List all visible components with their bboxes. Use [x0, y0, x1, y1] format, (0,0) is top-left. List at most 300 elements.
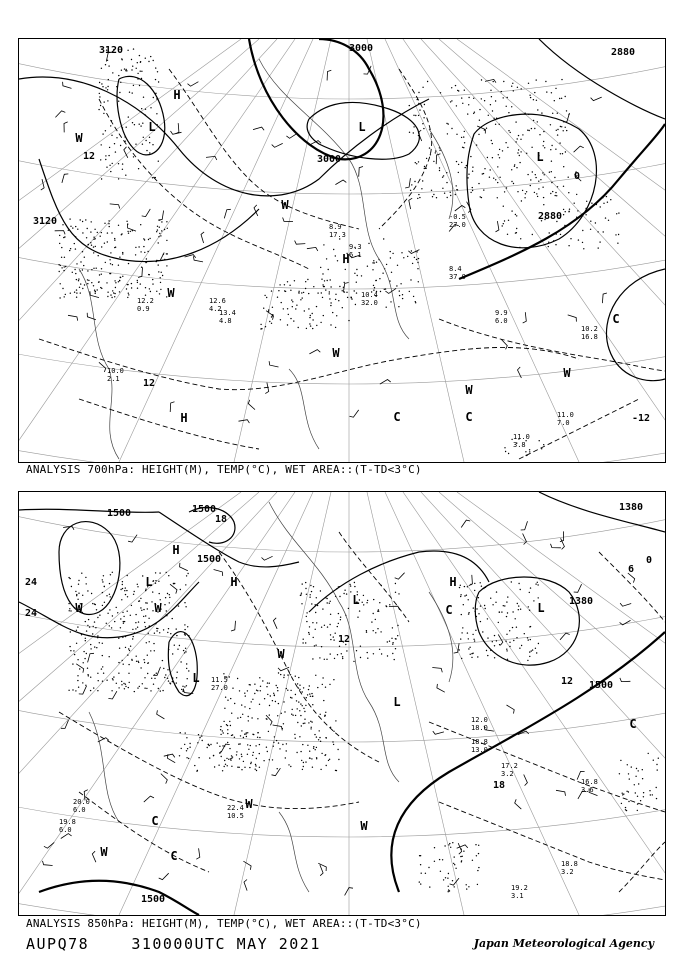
wet-area-dot	[463, 604, 464, 605]
wet-area-dot	[159, 227, 160, 228]
station-temperature: 18.8	[561, 860, 578, 868]
wet-area-dot	[508, 112, 509, 113]
wet-area-dot	[87, 283, 88, 284]
wet-area-dot	[93, 687, 94, 688]
temperature-isotherm	[439, 802, 665, 880]
wet-area-dot	[530, 587, 531, 588]
wet-area-dot	[78, 593, 79, 594]
wet-area-dot	[70, 631, 71, 632]
wet-area-dot	[86, 237, 87, 238]
wet-area-dot	[152, 279, 153, 280]
wet-area-dot	[460, 856, 461, 857]
wet-area-dot	[421, 873, 422, 874]
wet-area-dot	[418, 194, 419, 195]
wet-area-dot	[517, 152, 518, 153]
wet-area-dot	[85, 577, 86, 578]
wet-area-dot	[321, 279, 322, 280]
wet-area-dot	[557, 113, 558, 114]
wet-area-dot	[68, 690, 69, 691]
wet-area-dot	[468, 638, 469, 639]
wet-area-dot	[507, 97, 508, 98]
wet-area-dot	[400, 283, 401, 284]
wet-area-dot	[518, 583, 519, 584]
wet-area-dot	[290, 674, 291, 675]
wet-area-dot	[91, 221, 92, 222]
wet-area-dot	[64, 266, 65, 267]
wet-area-dot	[335, 255, 336, 256]
wet-area-dot	[313, 586, 314, 587]
wet-area-dot	[59, 271, 60, 272]
wet-area-dot	[101, 232, 102, 233]
wet-area-dot	[266, 297, 267, 298]
wet-area-dot	[72, 663, 73, 664]
wet-area-dot	[316, 597, 317, 598]
wet-area-dot	[69, 610, 70, 611]
wet-area-dot	[87, 674, 88, 675]
wet-area-dot	[104, 101, 105, 102]
station-dewpoint-depression: 6.1	[349, 251, 362, 259]
wet-area-dot	[382, 273, 383, 274]
wet-area-dot	[506, 187, 507, 188]
wind-barb	[272, 768, 281, 776]
wet-area-dot	[470, 192, 471, 193]
wet-area-dot	[482, 173, 483, 174]
wet-area-dot	[310, 594, 311, 595]
pressure-center: C	[612, 312, 620, 326]
wet-area-dot	[366, 630, 367, 631]
wet-area-dot	[626, 791, 627, 792]
wet-area-dot	[180, 732, 181, 733]
wet-area-dot	[307, 694, 308, 695]
wet-area-dot	[136, 68, 137, 69]
wind-barb	[262, 556, 273, 560]
wet-area-dot	[330, 305, 331, 306]
wet-area-dot	[607, 202, 608, 203]
wet-area-dot	[143, 659, 144, 660]
wet-area-dot	[185, 606, 186, 607]
wet-area-dot	[436, 197, 437, 198]
wet-area-dot	[491, 96, 492, 97]
wet-area-dot	[106, 623, 107, 624]
wet-area-dot	[283, 677, 284, 678]
contour-label: 24	[24, 608, 38, 619]
wet-area-dot	[389, 641, 390, 642]
wet-area-dot	[155, 67, 156, 68]
wet-area-dot	[625, 807, 626, 808]
wet-area-dot	[300, 703, 301, 704]
wet-area-dot	[312, 704, 313, 705]
wet-area-dot	[367, 600, 368, 601]
wet-area-dot	[425, 873, 426, 874]
wet-area-dot	[398, 593, 399, 594]
wet-area-dot	[338, 300, 339, 301]
wet-area-dot	[76, 279, 77, 280]
wet-area-dot	[152, 144, 153, 145]
pressure-center: H	[172, 543, 180, 557]
wet-area-dot	[223, 732, 224, 733]
wet-area-dot	[144, 662, 145, 663]
wet-area-dot	[143, 609, 144, 610]
contour-label: 12	[560, 676, 574, 687]
wet-area-dot	[312, 658, 313, 659]
wet-area-dot	[335, 294, 336, 295]
wet-area-dot	[529, 451, 530, 452]
wet-area-dot	[378, 609, 379, 610]
wet-area-dot	[424, 168, 425, 169]
wet-area-dot	[122, 163, 123, 164]
contour-label: 12	[337, 634, 351, 645]
wind-barb	[144, 796, 154, 802]
wet-area-dot	[227, 700, 228, 701]
wet-area-dot	[100, 287, 101, 288]
wet-area-dot	[120, 277, 121, 278]
wet-area-dot	[486, 650, 487, 651]
wet-area-dot	[112, 264, 113, 265]
wet-area-dot	[87, 590, 88, 591]
wet-area-dot	[506, 616, 507, 617]
wet-area-dot	[121, 233, 122, 234]
wet-area-dot	[528, 639, 529, 640]
wet-area-dot	[326, 659, 327, 660]
wet-area-dot	[129, 682, 130, 683]
wet-area-dot	[563, 214, 564, 215]
wet-area-dot	[496, 640, 497, 641]
wind-barb	[521, 521, 528, 530]
wet-area-dot	[324, 286, 325, 287]
wet-area-dot	[268, 309, 269, 310]
wet-area-dot	[442, 177, 443, 178]
wet-area-dot	[461, 658, 462, 659]
height-contour	[59, 522, 120, 615]
wet-area-dot	[106, 282, 107, 283]
wind-barb	[359, 167, 363, 177]
wet-area-dot	[299, 710, 300, 711]
pressure-center: C	[170, 849, 178, 863]
wet-area-dot	[530, 179, 531, 180]
wet-area-dot	[118, 673, 119, 674]
wet-area-dot	[576, 194, 577, 195]
wet-area-dot	[471, 653, 472, 654]
wet-area-dot	[643, 792, 644, 793]
wet-area-dot	[521, 200, 522, 201]
wet-area-dot	[533, 120, 534, 121]
wet-area-dot	[87, 668, 88, 669]
wind-barb	[87, 313, 96, 320]
wet-area-dot	[542, 187, 543, 188]
wet-area-dot	[183, 650, 184, 651]
wet-area-dot	[145, 287, 146, 288]
wet-area-dot	[158, 271, 159, 272]
wet-area-dot	[109, 273, 110, 274]
wet-area-dot	[166, 610, 167, 611]
wind-barb	[110, 204, 120, 209]
station-temperature: 9.9	[495, 309, 508, 317]
wet-area-dot	[125, 594, 126, 595]
wet-area-dot	[133, 156, 134, 157]
wet-area-dot	[184, 624, 185, 625]
wet-area-dot	[181, 689, 182, 690]
wet-area-dot	[336, 770, 337, 771]
wet-area-dot	[252, 755, 253, 756]
wet-area-dot	[360, 657, 361, 658]
wet-area-dot	[332, 741, 333, 742]
wet-area-dot	[503, 206, 504, 207]
wet-area-dot	[517, 87, 518, 88]
wet-area-dot	[76, 292, 77, 293]
wet-area-dot	[255, 745, 256, 746]
wet-area-dot	[471, 657, 472, 658]
wet-area-dot	[97, 673, 98, 674]
wet-area-dot	[148, 239, 149, 240]
wet-area-dot	[435, 152, 436, 153]
coastline	[79, 59, 453, 459]
wet-area-dot	[145, 590, 146, 591]
pressure-center: W	[360, 819, 368, 833]
wet-area-dot	[423, 117, 424, 118]
wet-area-dot	[324, 755, 325, 756]
wet-area-dot	[301, 760, 302, 761]
wet-area-dot	[145, 140, 146, 141]
wet-area-dot	[479, 120, 480, 121]
wet-area-dot	[259, 753, 260, 754]
wet-area-dot	[638, 770, 639, 771]
wet-area-dot	[338, 623, 339, 624]
wet-area-dot	[487, 157, 488, 158]
wet-area-dot	[157, 226, 158, 227]
wind-barb	[201, 232, 204, 243]
wet-area-dot	[97, 635, 98, 636]
wet-area-dot	[455, 868, 456, 869]
wet-area-dot	[149, 288, 150, 289]
wet-area-dot	[59, 243, 60, 244]
wet-area-dot	[557, 186, 558, 187]
wet-area-dot	[142, 575, 143, 576]
wet-area-dot	[472, 190, 473, 191]
wet-area-dot	[379, 649, 380, 650]
wind-barb	[551, 544, 561, 548]
wet-area-dot	[118, 225, 119, 226]
wet-area-dot	[127, 284, 128, 285]
wet-area-dot	[435, 150, 436, 151]
wet-area-dot	[159, 293, 160, 294]
wet-area-dot	[296, 700, 297, 701]
wet-area-dot	[188, 670, 189, 671]
wet-area-dot	[448, 886, 449, 887]
wet-area-dot	[297, 708, 298, 709]
map-700hpa	[19, 39, 665, 462]
wind-barb	[432, 668, 442, 673]
wet-area-dot	[504, 191, 505, 192]
wet-area-dot	[468, 612, 469, 613]
wet-area-dot	[85, 685, 86, 686]
wet-area-dot	[185, 648, 186, 649]
wet-area-dot	[330, 653, 331, 654]
wet-area-dot	[159, 593, 160, 594]
wet-area-dot	[105, 262, 106, 263]
wet-area-dot	[147, 655, 148, 656]
wet-area-dot	[514, 166, 515, 167]
wet-area-dot	[384, 289, 385, 290]
wet-area-dot	[305, 761, 306, 762]
wind-barb	[556, 790, 566, 796]
wet-area-dot	[529, 656, 530, 657]
wet-area-dot	[356, 269, 357, 270]
wet-area-dot	[544, 147, 545, 148]
wet-area-dot	[342, 658, 343, 659]
wet-area-dot	[312, 622, 313, 623]
wet-area-dot	[173, 583, 174, 584]
wet-area-dot	[180, 661, 181, 662]
wet-area-dot	[526, 153, 527, 154]
wet-area-dot	[362, 602, 363, 603]
wet-area-dot	[520, 139, 521, 140]
wet-area-dot	[334, 658, 335, 659]
wet-area-dot	[562, 153, 563, 154]
wet-area-dot	[339, 646, 340, 647]
wet-area-dot	[534, 92, 535, 93]
wet-area-dot	[621, 803, 622, 804]
wet-area-dot	[516, 215, 517, 216]
station-temperature: 12.0	[471, 716, 488, 724]
wet-area-dot	[511, 169, 512, 170]
wind-barb	[196, 848, 200, 859]
contour-label: 1500	[140, 894, 166, 905]
wet-area-dot	[82, 682, 83, 683]
wet-area-dot	[87, 244, 88, 245]
wind-barb	[161, 774, 168, 784]
wet-area-dot	[163, 668, 164, 669]
wet-area-dot	[90, 231, 91, 232]
wet-area-dot	[157, 71, 158, 72]
wet-area-dot	[426, 158, 427, 159]
contour-label: 3000	[316, 154, 342, 165]
wet-area-dot	[565, 151, 566, 152]
longitude-line	[19, 39, 295, 462]
wet-area-dot	[99, 615, 100, 616]
wet-area-dot	[290, 318, 291, 319]
wet-area-dot	[286, 743, 287, 744]
temperature-isotherm	[599, 552, 665, 622]
wet-area-dot	[136, 656, 137, 657]
wet-area-dot	[475, 630, 476, 631]
wet-area-dot	[102, 605, 103, 606]
wet-area-dot	[90, 242, 91, 243]
wet-area-dot	[397, 625, 398, 626]
wet-area-dot	[516, 232, 517, 233]
wet-area-dot	[180, 589, 181, 590]
wet-area-dot	[140, 125, 141, 126]
wet-area-dot	[248, 749, 249, 750]
pressure-center: W	[75, 601, 83, 615]
wet-area-dot	[158, 236, 159, 237]
wet-area-dot	[550, 149, 551, 150]
wet-area-dot	[74, 292, 75, 293]
wet-area-dot	[541, 112, 542, 113]
wet-area-dot	[237, 717, 238, 718]
wet-area-dot	[135, 614, 136, 615]
wet-area-dot	[133, 48, 134, 49]
wet-area-dot	[559, 142, 560, 143]
wet-area-dot	[99, 96, 100, 97]
wet-area-dot	[522, 134, 523, 135]
wet-area-dot	[138, 621, 139, 622]
wet-area-dot	[563, 186, 564, 187]
station-dewpoint-depression: 27.0	[449, 221, 466, 229]
wet-area-dot	[142, 123, 143, 124]
wet-area-dot	[385, 288, 386, 289]
height-contour	[539, 492, 665, 532]
wet-area-dot	[595, 222, 596, 223]
wet-area-dot	[636, 768, 637, 769]
wet-area-dot	[560, 126, 561, 127]
wet-area-dot	[532, 234, 533, 235]
wet-area-dot	[373, 653, 374, 654]
wet-area-dot	[137, 73, 138, 74]
wet-area-dot	[495, 124, 496, 125]
wet-area-dot	[186, 575, 187, 576]
wet-area-dot	[160, 235, 161, 236]
station-temperature: 8.4	[449, 265, 462, 273]
wet-area-dot	[112, 163, 113, 164]
wet-area-dot	[83, 662, 84, 663]
wet-area-dot	[629, 778, 630, 779]
wind-barb	[450, 878, 459, 885]
wet-area-dot	[224, 760, 225, 761]
wet-area-dot	[452, 880, 453, 881]
wet-area-dot	[259, 677, 260, 678]
longitude-line	[439, 39, 665, 462]
wet-area-dot	[127, 654, 128, 655]
wet-area-dot	[134, 691, 135, 692]
wet-area-dot	[106, 680, 107, 681]
wet-area-dot	[316, 758, 317, 759]
wet-area-dot	[397, 635, 398, 636]
wet-area-dot	[269, 759, 270, 760]
wet-area-dot	[260, 690, 261, 691]
wet-area-dot	[217, 742, 218, 743]
pressure-center: H	[342, 252, 350, 266]
wet-area-dot	[256, 758, 257, 759]
longitude-line	[421, 492, 665, 915]
wet-area-dot	[100, 159, 101, 160]
wet-area-dot	[132, 638, 133, 639]
wet-area-dot	[343, 593, 344, 594]
station-dewpoint-depression: 17.3	[329, 231, 346, 239]
wet-area-dot	[475, 844, 476, 845]
wet-area-dot	[75, 690, 76, 691]
wet-area-dot	[239, 743, 240, 744]
wet-area-dot	[376, 262, 377, 263]
wet-area-dot	[229, 721, 230, 722]
wet-area-dot	[141, 108, 142, 109]
wet-area-dot	[87, 270, 88, 271]
wet-area-dot	[478, 853, 479, 854]
wet-area-dot	[463, 147, 464, 148]
wet-area-dot	[234, 703, 235, 704]
contour-label: 3120	[98, 45, 124, 56]
wet-area-dot	[140, 61, 141, 62]
wet-area-dot	[93, 237, 94, 238]
wet-area-dot	[519, 648, 520, 649]
wet-area-dot	[62, 288, 63, 289]
wet-area-dot	[550, 193, 551, 194]
wet-area-dot	[337, 626, 338, 627]
wet-area-dot	[287, 281, 288, 282]
wet-area-dot	[300, 595, 301, 596]
wet-area-dot	[102, 579, 103, 580]
wet-area-dot	[107, 241, 108, 242]
wet-area-dot	[497, 166, 498, 167]
